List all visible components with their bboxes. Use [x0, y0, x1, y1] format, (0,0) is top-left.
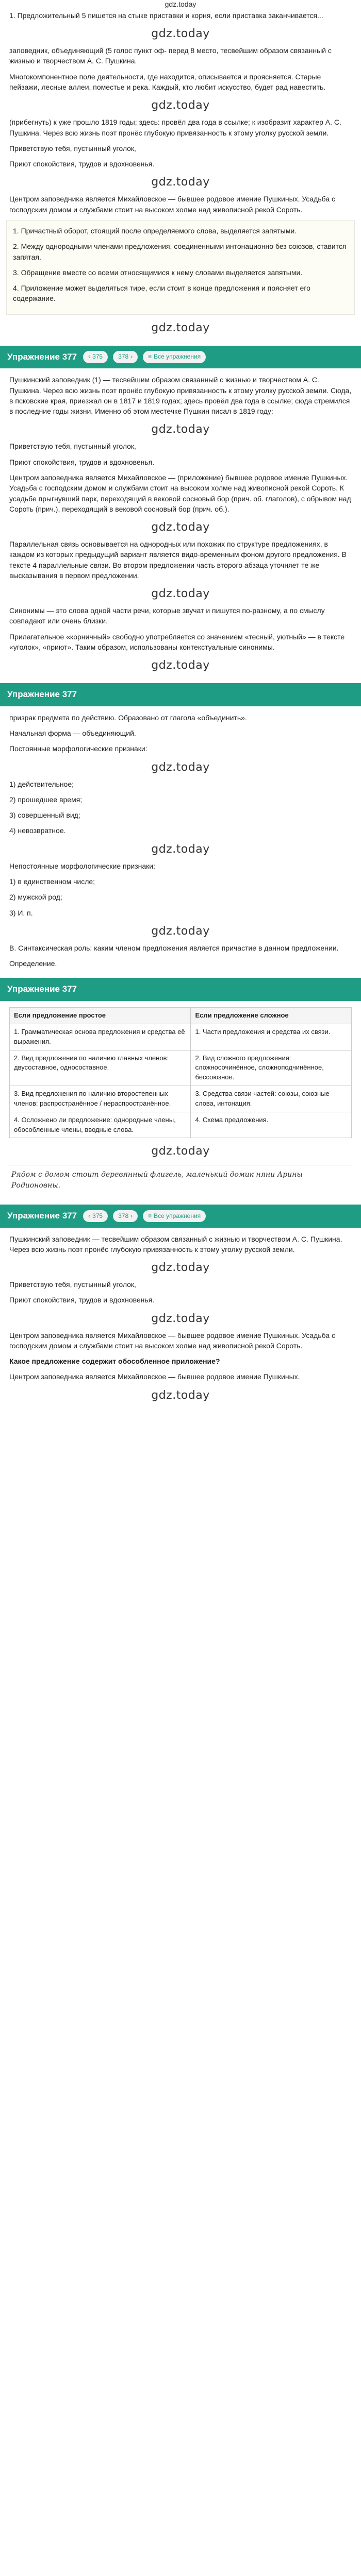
morphology-list — [9, 728, 352, 969]
rule: 4. Приложение может выделяться тире, если стоит в конце предложения и поясняет его содержание. — [13, 284, 310, 303]
all-exercises-button[interactable]: ≡ Все упражнения — [143, 351, 206, 363]
site-logo[interactable]: gdz.today — [165, 0, 196, 8]
poem-line: Приветствую тебя, пустынный уголок, — [9, 1280, 136, 1289]
prev-button[interactable]: ‹ 375 — [83, 1210, 108, 1222]
poem-line: Приветствую тебя, пустынный уголок, — [9, 442, 136, 451]
exercise-text: Центром заповедника является Михайловское — (приложение) бывшее родовое имение Пушкиных. Усадьба с господским домом и службами стоит на высоком холме над живописной рекой Сороть. К усадьбе прыгнувший парк, переходящий в вековой сосновый бор (прич. об. глаголов), с обрывом над Сороть (прич.), переходящий в вековой сосновый бор (прич. об.). — [9, 473, 351, 513]
watermark: gdz.today — [151, 924, 210, 938]
morph-item: Постоянные морфологические признаки: — [9, 744, 147, 753]
table-cell: 1. Грамматическая основа предложения и средства её выражения. — [10, 1024, 191, 1050]
table-header: Если предложение сложное — [191, 1007, 352, 1024]
paragraph: заповедник, объединяющий (5 голос пункт оф- перед 8 место, тесвейшим образом связанный с жизнью и творчеством А. С. Пушкина. — [9, 46, 332, 65]
rules-section — [6, 220, 355, 315]
table-cell: 4. Схема предложения. — [191, 1112, 352, 1138]
watermark: gdz.today — [151, 99, 210, 112]
morph-item: 1) в единственном числе; — [9, 877, 95, 886]
poem-line: Приют спокойствия, трудов и вдохновенья. — [9, 457, 155, 466]
watermark: gdz.today — [151, 1388, 210, 1402]
table-cell: 2. Вид сложного предложения: сложносочинённое, сложноподчинённое, бессоюзное. — [191, 1050, 352, 1086]
watermark: gdz.today — [151, 659, 210, 672]
exercise-header — [0, 978, 361, 1001]
exercise-title: Упражнение 377 — [7, 351, 77, 362]
morph-item: Непостоянные морфологические признаки: — [9, 861, 155, 870]
table-cell: 3. Вид предложения по наличию второстепенных членов: распространённое / нераспространённое. — [10, 1086, 191, 1112]
poem-line: Приют спокойствия, трудов и вдохновенья. — [9, 1296, 155, 1304]
watermark: gdz.today — [151, 1145, 210, 1158]
exercise-title: Упражнение 377 — [7, 1210, 77, 1221]
exercise-nav — [83, 1210, 206, 1222]
rule: 1. Причастный оборот, стоящий после определяемого слова, выделяется запятыми. — [13, 226, 297, 235]
morph-item: 2) прошедшее время; — [9, 795, 83, 804]
exercise-header — [0, 1205, 361, 1228]
all-exercises-button[interactable]: ≡ Все упражнения — [143, 1210, 206, 1222]
morph-item: 1) действительное; — [9, 779, 74, 788]
prev-button[interactable]: ‹ 375 — [83, 351, 108, 363]
next-button[interactable]: 378 › — [113, 351, 138, 363]
exercise-header — [0, 683, 361, 706]
final-text: Пушкинский заповедник — тесвейшим образом связанный с жизнью и творчеством А. С. Пушкина. Через всю жизнь поэт пронёс глубокую привязанность к этому уголку русской земли. — [9, 1234, 342, 1253]
analysis-table — [9, 1007, 352, 1138]
morph-item: 2) мужской род; — [9, 893, 62, 902]
table-cell: 2. Вид предложения по наличию главных членов: двусоставное, односоставное. — [10, 1050, 191, 1086]
exercise-title: Упражнение 377 — [7, 984, 77, 994]
next-button[interactable]: 378 › — [113, 1210, 138, 1222]
answer: Центром заповедника является Михайловское — бывшее родовое имение Пушкиных. — [9, 1372, 300, 1381]
watermark: gdz.today — [151, 521, 210, 534]
table-row — [10, 1112, 352, 1138]
chevron-left-icon: ‹ — [88, 1212, 91, 1219]
watermark: gdz.today — [151, 842, 210, 856]
exercise-nav — [83, 351, 206, 363]
table-row — [10, 1024, 352, 1050]
paragraph: Многокомпонентное поле деятельности, где находится, описывается и проясняется. Старые пейзажи, лесные аллеи, поместье и река. Каждый, кто любит искусство, будет рад навестить. — [9, 72, 326, 92]
watermark: gdz.today — [151, 1261, 210, 1275]
exercise-title: Упражнение 377 — [7, 689, 77, 700]
paragraph: Прилагательное «корничный» свободно употребляется со значением «тесный, уютный» — в тексте «уголок», «приют». Таким образом, использованы контекстуальные синонимы. — [9, 632, 345, 651]
watermark: gdz.today — [151, 587, 210, 601]
watermark: gdz.today — [151, 27, 210, 41]
watermark: gdz.today — [151, 760, 210, 774]
watermark: gdz.today — [151, 321, 210, 334]
morph-item: 4) невозвратное. — [9, 826, 66, 835]
chevron-left-icon: ‹ — [88, 353, 91, 361]
table-cell: 1. Части предложения и средства их связи. — [191, 1024, 352, 1050]
table-cell: 4. Осложнено ли предложение: однородные члены, обособленные члены, вводные слова. — [10, 1112, 191, 1138]
table-header: Если предложение простое — [10, 1007, 191, 1024]
table-cell: 3. Средства связи частей: союзы, союзные слова, интонация. — [191, 1086, 352, 1112]
paragraph: Центром заповедника является Михайловское — бывшее родовое имение Пушкиных. Усадьба с господским домом и службами стоит на высоком холме над живописной рекой Сороть. — [9, 195, 336, 214]
morph-item: 3) И. п. — [9, 908, 33, 917]
handwritten-text: Рядом с домом стоит деревянный флигель, маленький домик няни Арины Родионовны. — [9, 1165, 352, 1195]
paragraph: Синонимы — это слова одной части речи, которые звучат и пишутся по-разному, а по смыслу совпадают или очень близки. — [9, 606, 325, 625]
rule: 3. Обращение вместе со всеми относящимися к нему словами выделяется запятыми. — [13, 268, 303, 277]
morph-item: Определение. — [9, 959, 57, 968]
paragraph: 1. Предложительный 5 пишется на стыке приставки и корня, если приставка заканчивается... — [9, 11, 323, 20]
table-row — [10, 1086, 352, 1112]
watermark: gdz.today — [151, 176, 210, 189]
exercise-header — [0, 346, 361, 369]
paragraph: Параллельная связь основывается на однородных или похожих по структуре предложениях, в каждом из которых предыдущий вариант является видо-временным фоном другого предложения. В тексте 4 параллельные связи. Во втором предложении часть второго абзаца уточняет те же высказывания в первом предложении. — [9, 540, 347, 580]
question: Какое предложение содержит обособленное приложение? — [9, 1357, 220, 1366]
chevron-right-icon: › — [130, 1212, 133, 1219]
list-icon: ≡ — [148, 1212, 152, 1219]
exercise-text: Пушкинский заповедник (1) — тесвейшим образом связанный с жизнью и творчеством А. С. Пушкина. Через всю жизнь поэт пронёс глубокую привязанность к этому уголку русской земли. Сюда, в псковские края, приезжал он в 1817 и 1819 годах; здесь провёл два года в ссылке; сюда стремился в последние годы жизни. Именно об этом местечке Пушкин писал в 1819 году: — [9, 376, 352, 416]
watermark: gdz.today — [151, 423, 210, 436]
list-icon: ≡ — [148, 353, 152, 361]
morph-item: 3) совершенный вид; — [9, 811, 80, 820]
paragraph: (прибегнуть) к уже прошло 1819 годы; здесь: провёл два года в ссылке; к изобразит характер А. С. Пушкина. Через всю жизнь поэт пронёс глубокую привязанность к этому уголку русской земли. — [9, 118, 341, 137]
morph-item: Начальная форма — объединяющий. — [9, 729, 136, 738]
morph-item: В. Синтаксическая роль: каким членом предложения является причастие в данном предложении. — [9, 943, 339, 952]
watermark: gdz.today — [151, 1312, 210, 1325]
paragraph: Центром заповедника является Михайловское — бывшее родовое имение Пушкиных. Усадьба с господским домом и службами стоит на высоком холме над живописной рекой Сороть. — [9, 1331, 336, 1350]
poem-line: Приветствую тебя, пустынный уголок, — [9, 144, 136, 152]
morphology-intro: призрак предмета по действию. Образовано от глагола «объединить». — [9, 713, 247, 722]
poem-line: Приют спокойствия, трудов и вдохновенья. — [9, 160, 155, 168]
chevron-right-icon: › — [130, 353, 133, 361]
table-row — [10, 1050, 352, 1086]
rule: 2. Между однородными членами предложения, соединенными интонационно без союзов, ставится запятая. — [13, 242, 347, 261]
